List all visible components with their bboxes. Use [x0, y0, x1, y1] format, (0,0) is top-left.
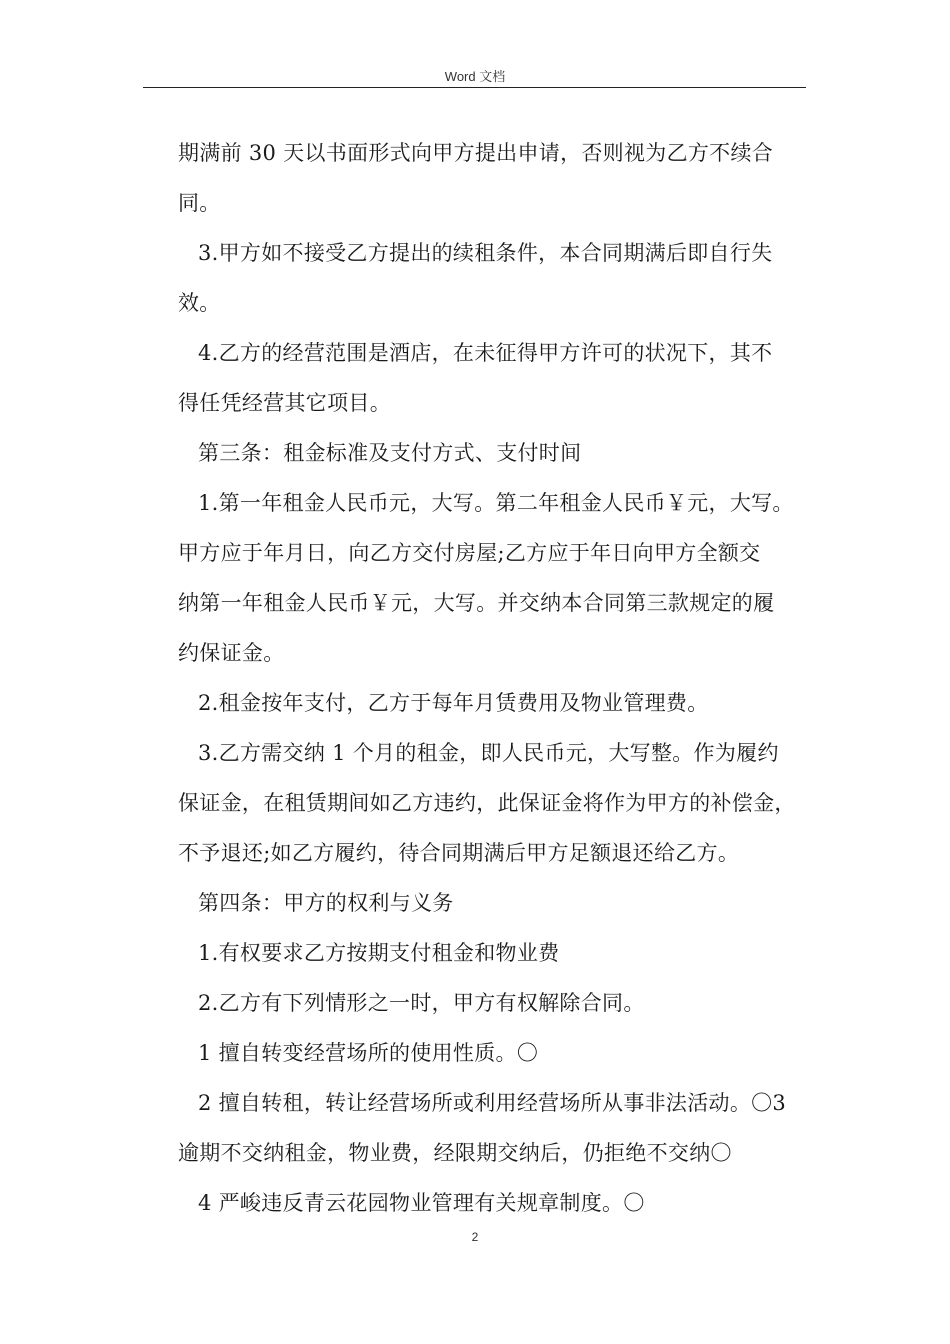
paragraph-line: 2.租金按年支付，乙方于每年月赁费用及物业管理费。 — [198, 691, 709, 715]
paragraph-line: 得任凭经营其它项目。 — [178, 391, 391, 415]
page-number: 2 — [471, 1230, 479, 1244]
paragraph-line: 保证金，在租赁期间如乙方违约，此保证金将作为甲方的补偿金， — [178, 791, 796, 815]
paragraph-line: 4 严峻违反青云花园物业管理有关规章制度。〇 — [198, 1191, 645, 1215]
paragraph-line: 纳第一年租金人民币￥元，大写。并交纳本合同第三款规定的履 — [178, 591, 775, 615]
paragraph-line: 约保证金。 — [178, 641, 285, 665]
paragraph-line: 1.有权要求乙方按期支付租金和物业费 — [198, 941, 560, 965]
section-heading: 第三条：租金标准及支付方式、支付时间 — [198, 441, 582, 465]
page-header — [0, 0, 950, 90]
paragraph-line: 效。 — [178, 291, 221, 315]
header-title: Word 文档 — [444, 69, 506, 84]
paragraph-line: 2.乙方有下列情形之一时，甲方有权解除合同。 — [198, 991, 645, 1015]
paragraph-line: 2 擅自转租，转让经营场所或利用经营场所从事非法活动。〇3 — [198, 1091, 787, 1115]
section-heading: 第四条：甲方的权利与义务 — [198, 891, 454, 915]
paragraph-line: 4.乙方的经营范围是酒店，在未征得甲方许可的状况下，其不 — [198, 341, 773, 365]
paragraph-line: 逾期不交纳租金，物业费，经限期交纳后，仍拒绝不交纳〇 — [178, 1141, 732, 1165]
paragraph-line: 同。 — [178, 191, 221, 215]
paragraph-line: 1.第一年租金人民币元，大写。第二年租金人民币￥元，大写。 — [198, 491, 794, 515]
paragraph-line: 甲方应于年月日，向乙方交付房屋;乙方应于年日向甲方全额交 — [178, 541, 761, 565]
paragraph-line: 不予退还;如乙方履约，待合同期满后甲方足额退还给乙方。 — [178, 841, 740, 865]
paragraph-line: 1 擅自转变经营场所的使用性质。〇 — [198, 1041, 539, 1065]
paragraph-line: 3.乙方需交纳 1 个月的租金，即人民币元，大写整。作为履约 — [198, 741, 779, 765]
paragraph-line: 3.甲方如不接受乙方提出的续租条件，本合同期满后即自行失 — [198, 241, 773, 265]
document-body — [178, 128, 814, 1228]
paragraph-line: 期满前 30 天以书面形式向甲方提出申请，否则视为乙方不续合 — [178, 141, 774, 165]
header-rule — [143, 87, 806, 88]
